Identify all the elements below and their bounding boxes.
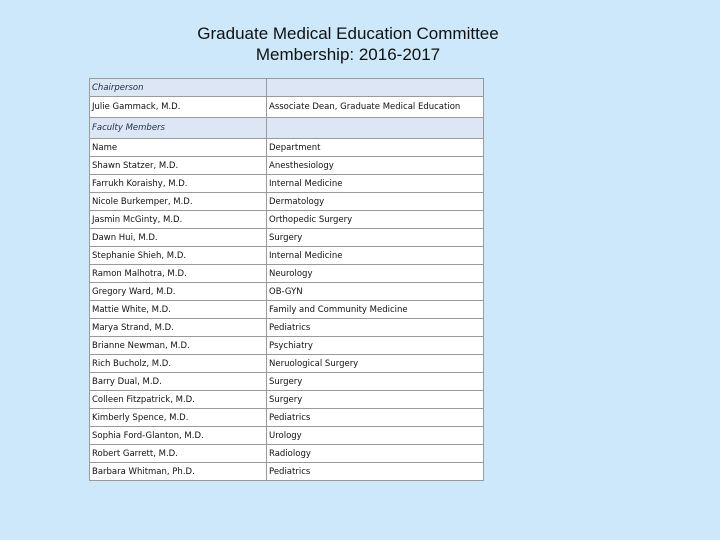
member-department: Pediatrics xyxy=(267,463,484,481)
member-name: Nicole Burkemper, M.D. xyxy=(90,193,267,211)
member-name: Stephanie Shieh, M.D. xyxy=(90,247,267,265)
member-department: Pediatrics xyxy=(267,319,484,337)
table-row xyxy=(90,337,484,355)
table-row xyxy=(90,175,484,193)
chairperson-name: Julie Gammack, M.D. xyxy=(90,97,267,118)
member-department: Psychiatry xyxy=(267,337,484,355)
member-name: Brianne Newman, M.D. xyxy=(90,337,267,355)
member-name: Barry Dual, M.D. xyxy=(90,373,267,391)
table-row xyxy=(90,229,484,247)
table-row xyxy=(90,301,484,319)
faculty-section-row xyxy=(90,118,484,139)
table-row xyxy=(90,283,484,301)
member-department: Orthopedic Surgery xyxy=(267,211,484,229)
table-row xyxy=(90,157,484,175)
member-name: Rich Bucholz, M.D. xyxy=(90,355,267,373)
member-department: Anesthesiology xyxy=(267,157,484,175)
table-row xyxy=(90,391,484,409)
member-department: Urology xyxy=(267,427,484,445)
table-row xyxy=(90,193,484,211)
table-row xyxy=(90,409,484,427)
member-name: Gregory Ward, M.D. xyxy=(90,283,267,301)
table-row xyxy=(90,319,484,337)
member-name: Robert Garrett, M.D. xyxy=(90,445,267,463)
section-empty-cell xyxy=(267,79,484,97)
header-name: Name xyxy=(90,139,267,157)
member-department: Internal Medicine xyxy=(267,247,484,265)
member-name: Mattie White, M.D. xyxy=(90,301,267,319)
table-row xyxy=(90,427,484,445)
chairperson-role: Associate Dean, Graduate Medical Education xyxy=(267,97,484,118)
member-name: Kimberly Spence, M.D. xyxy=(90,409,267,427)
member-name: Shawn Statzer, M.D. xyxy=(90,157,267,175)
page-title xyxy=(170,23,526,65)
member-name: Jasmin McGinty, M.D. xyxy=(90,211,267,229)
table-row xyxy=(90,373,484,391)
member-department: Surgery xyxy=(267,391,484,409)
faculty-header-row xyxy=(90,139,484,157)
membership-table xyxy=(89,78,484,481)
member-department: Surgery xyxy=(267,229,484,247)
member-name: Ramon Malhotra, M.D. xyxy=(90,265,267,283)
member-name: Barbara Whitman, Ph.D. xyxy=(90,463,267,481)
member-department: Dermatology xyxy=(267,193,484,211)
table-row xyxy=(90,463,484,481)
member-department: Family and Community Medicine xyxy=(267,301,484,319)
table-row xyxy=(90,211,484,229)
member-name: Farrukh Koraishy, M.D. xyxy=(90,175,267,193)
table-row xyxy=(90,355,484,373)
member-department: OB-GYN xyxy=(267,283,484,301)
member-department: Pediatrics xyxy=(267,409,484,427)
header-department: Department xyxy=(267,139,484,157)
member-name: Colleen Fitzpatrick, M.D. xyxy=(90,391,267,409)
member-name: Marya Strand, M.D. xyxy=(90,319,267,337)
title-line-1: Graduate Medical Education Committee xyxy=(197,24,499,43)
chairperson-row xyxy=(90,97,484,118)
member-department: Internal Medicine xyxy=(267,175,484,193)
member-name: Sophia Ford-Glanton, M.D. xyxy=(90,427,267,445)
member-department: Neruological Surgery xyxy=(267,355,484,373)
faculty-label: Faculty Members xyxy=(90,118,267,139)
section-empty-cell xyxy=(267,118,484,139)
table-row xyxy=(90,247,484,265)
table-row xyxy=(90,445,484,463)
table-row xyxy=(90,265,484,283)
title-line-2: Membership: 2016-2017 xyxy=(255,45,441,64)
member-department: Neurology xyxy=(267,265,484,283)
member-department: Surgery xyxy=(267,373,484,391)
chairperson-label: Chairperson xyxy=(90,79,267,97)
member-name: Dawn Hui, M.D. xyxy=(90,229,267,247)
member-department: Radiology xyxy=(267,445,484,463)
chairperson-section-row xyxy=(90,79,484,97)
